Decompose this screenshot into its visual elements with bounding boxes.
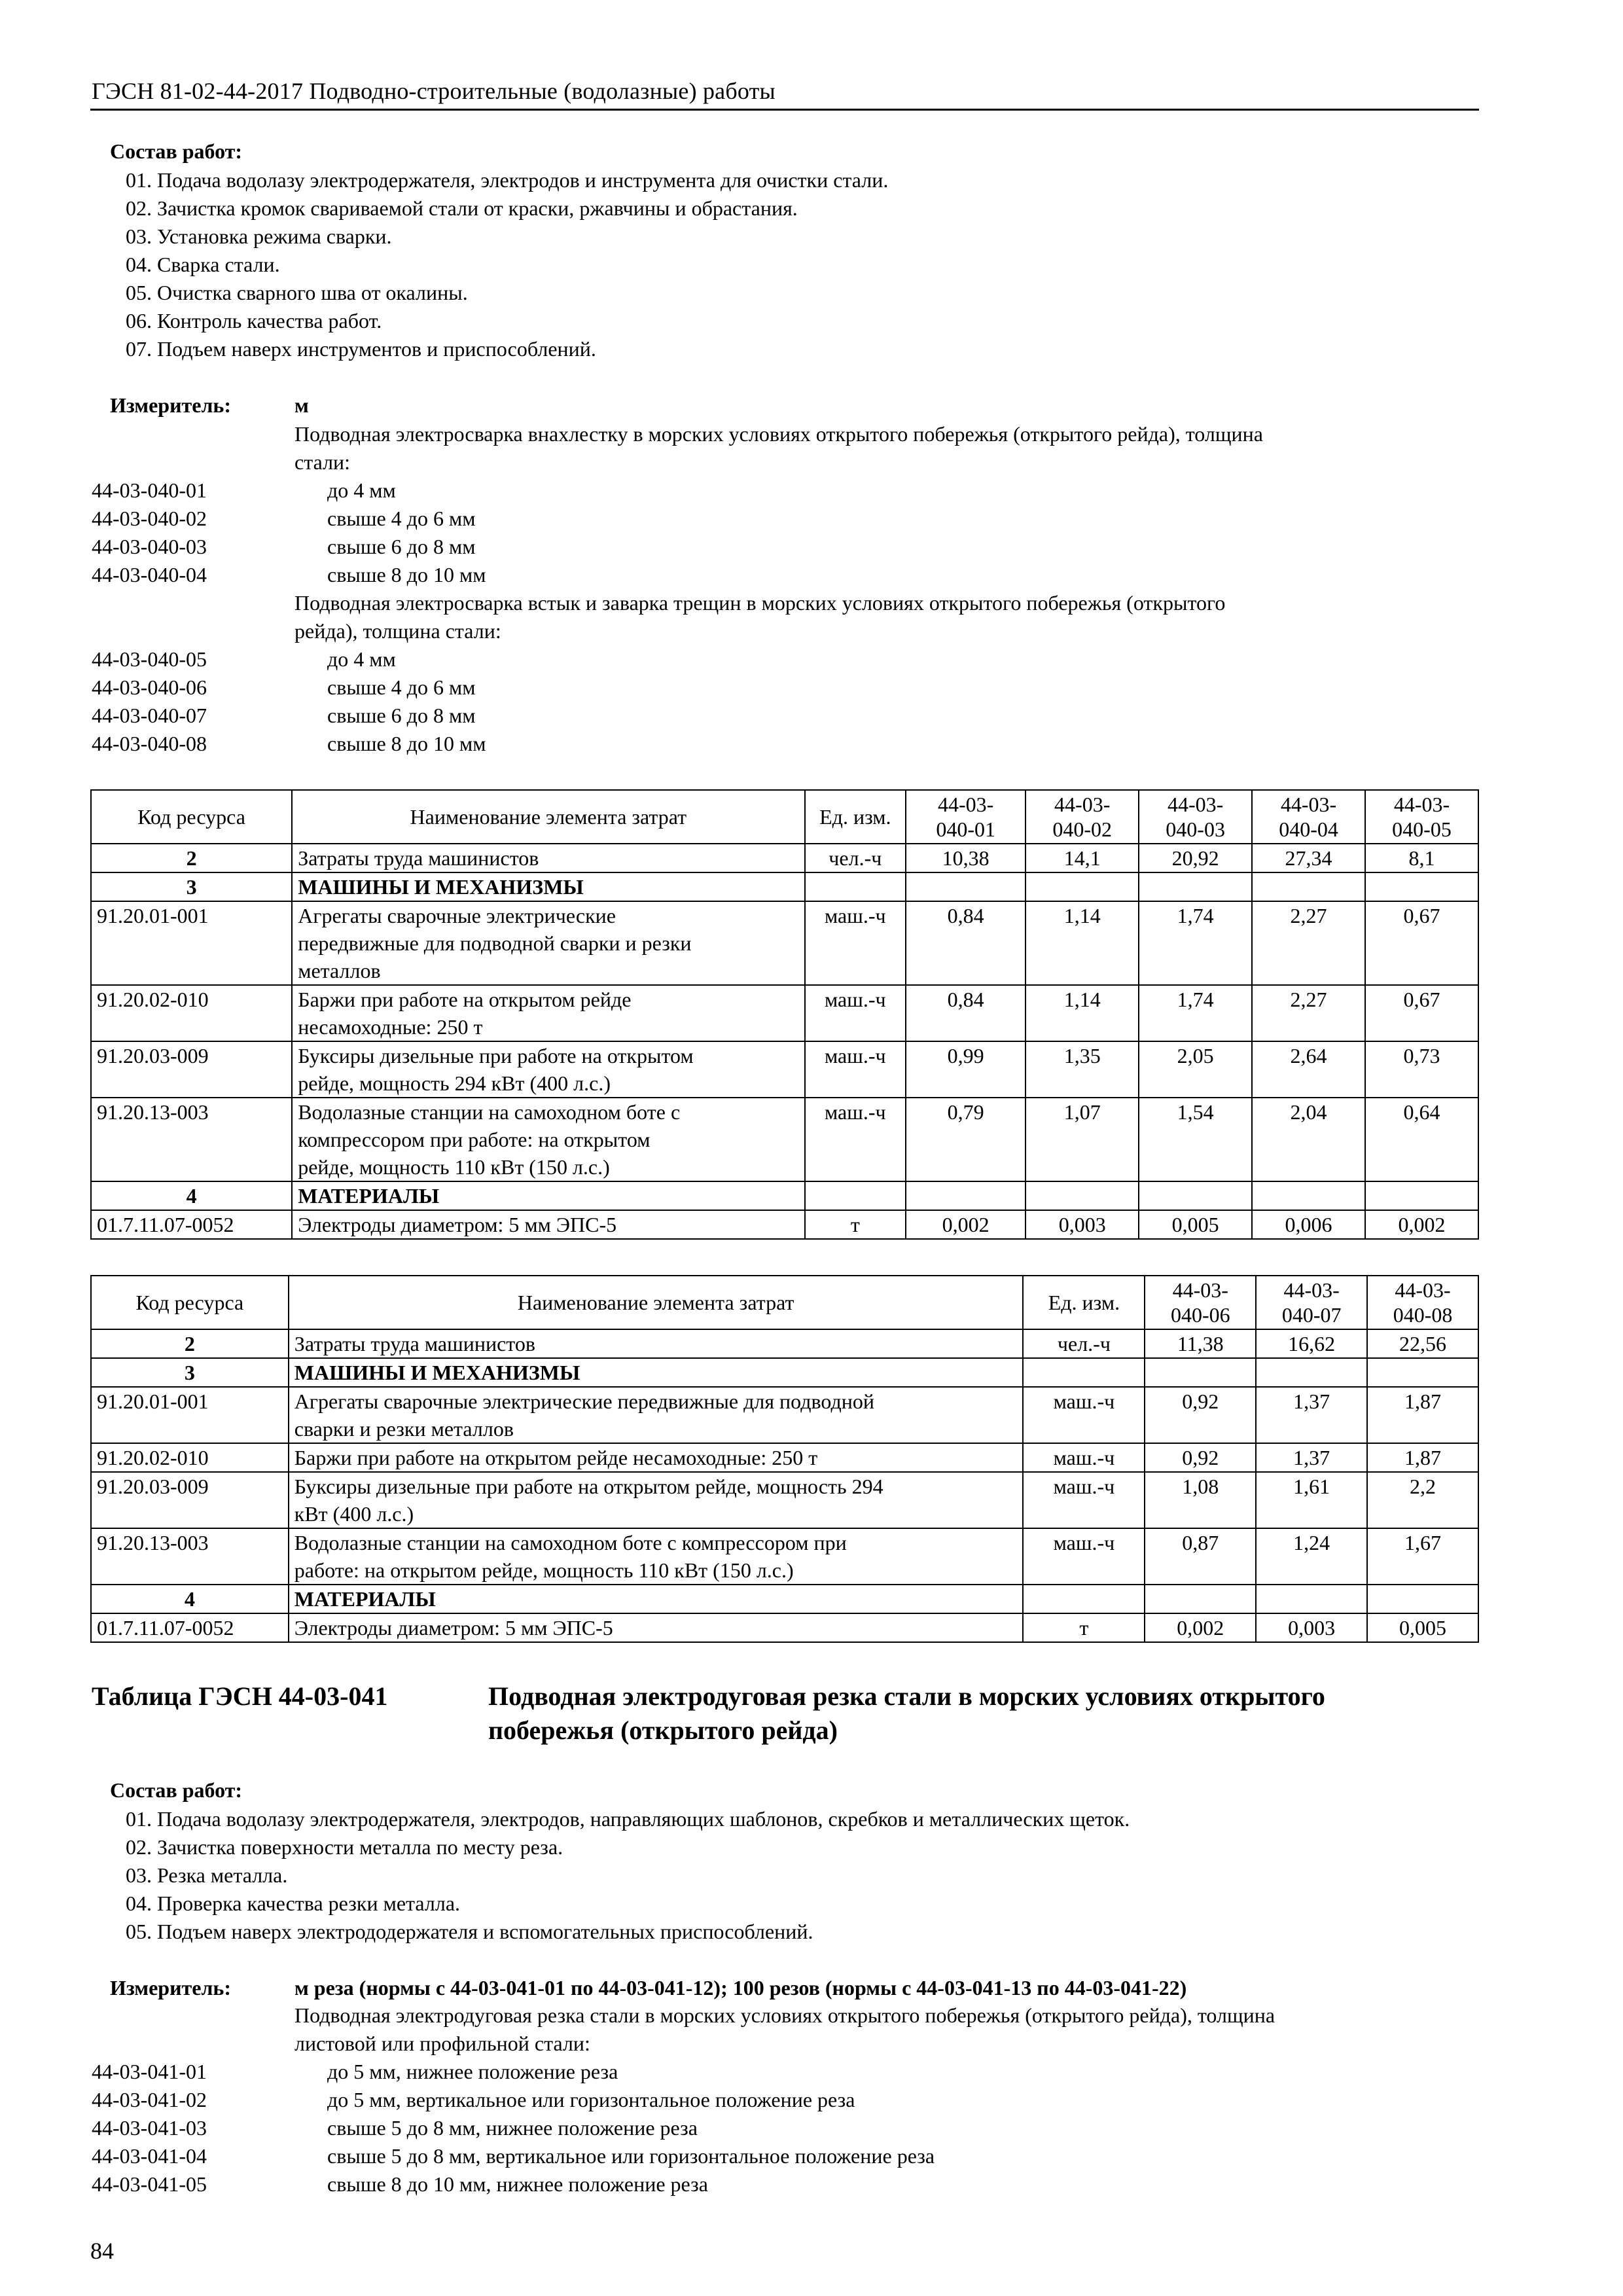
norm-code: 44-03-040-01: [92, 478, 207, 502]
resource-value: 0,73: [1365, 1041, 1478, 1098]
resource-name: Баржи при работе на открытом рейде несамоходные: 250 т: [289, 1443, 1024, 1472]
resource-value: 0,002: [906, 1210, 1026, 1239]
norm-description: свыше 8 до 10 мм, нижнее положение реза: [327, 2172, 708, 2196]
resource-value: 0,92: [1145, 1387, 1256, 1443]
resource-unit: маш.-ч: [805, 1098, 906, 1181]
composition-item: 04. Проверка качества резки металла.: [126, 1892, 461, 1915]
resource-value: 0,84: [906, 901, 1026, 985]
resource-code: 91.20.03-009: [91, 1472, 289, 1528]
table-label-041: Таблица ГЭСН 44-03-041: [92, 1681, 388, 1711]
resource-value: 0,67: [1365, 985, 1478, 1041]
table-row: [91, 1528, 1478, 1585]
resource-value: [1365, 1181, 1478, 1210]
resource-unit: маш.-ч: [805, 1041, 906, 1098]
resource-unit: маш.-ч: [1023, 1472, 1145, 1528]
resource-value: 1,37: [1256, 1387, 1367, 1443]
composition-item: 01. Подача водолазу электродержателя, электродов, направляющих шаблонов, скребков и металлических щеток.: [126, 1807, 1130, 1831]
resource-value: 2,2: [1367, 1472, 1478, 1528]
norm-code: 44-03-040-03: [92, 535, 207, 558]
table-row: [91, 985, 1478, 1041]
resource-code: 01.7.11.07-0052: [91, 1613, 289, 1642]
resource-value: [1256, 1358, 1367, 1387]
norm-code: 44-03-040-07: [92, 704, 207, 727]
composition-label: Состав работ:: [110, 139, 243, 163]
resource-value: 0,002: [1365, 1210, 1478, 1239]
composition-item: 07. Подъем наверх инструментов и приспособлений.: [126, 337, 596, 361]
resource-name: Водолазные станции на самоходном боте с компрессором при работе: на открытом рейде, мощность 110 кВт (150 л.с.): [289, 1528, 1024, 1585]
resource-value: 1,14: [1026, 985, 1139, 1041]
resource-value: 1,35: [1026, 1041, 1139, 1098]
resource-name: Агрегаты сварочные электрические передвижные для подводной сварки и резки металлов: [289, 1387, 1024, 1443]
norm-description: свыше 8 до 10 мм: [327, 563, 486, 586]
resource-value: 2,64: [1252, 1041, 1365, 1098]
resource-value: 1,74: [1139, 985, 1252, 1041]
resource-value: [1139, 1181, 1252, 1210]
composition-item: 02. Зачистка кромок свариваемой стали от краски, ржавчины и обрастания.: [126, 196, 798, 220]
resource-value: 0,84: [906, 985, 1026, 1041]
group-description: Подводная электросварка встык и заварка трещин в морских условиях открытого побережья (открытого: [294, 591, 1226, 615]
table-row: [91, 1098, 1478, 1181]
table-row: [91, 872, 1478, 901]
table-row: [91, 1329, 1478, 1358]
resource-value: 1,24: [1256, 1528, 1367, 1585]
resource-value: 1,74: [1139, 901, 1252, 985]
table-row: [91, 901, 1478, 985]
resource-value: [1256, 1585, 1367, 1613]
composition-item: 05. Очистка сварного шва от окалины.: [126, 281, 468, 304]
norm-description: свыше 6 до 8 мм: [327, 704, 476, 727]
resource-unit: т: [1023, 1613, 1145, 1642]
resource-value: [1139, 872, 1252, 901]
resource-name: МАТЕРИАЛЫ: [292, 1181, 804, 1210]
resource-name: Электроды диаметром: 5 мм ЭПС-5: [292, 1210, 804, 1239]
norm-description: свыше 5 до 8 мм, вертикальное или горизонтальное положение реза: [327, 2144, 935, 2168]
resource-code: 3: [91, 1358, 289, 1387]
resource-unit: [1023, 1585, 1145, 1613]
norm-description: до 5 мм, нижнее положение реза: [327, 2060, 618, 2083]
norm-description: до 5 мм, вертикальное или горизонтальное положение реза: [327, 2088, 855, 2111]
resource-table-1: [90, 789, 1479, 1240]
composition-item: 03. Резка металла.: [126, 1863, 288, 1887]
column-header: Ед. изм.: [805, 790, 906, 844]
column-header: 44-03- 040-08: [1367, 1276, 1478, 1329]
resource-value: [1026, 1181, 1139, 1210]
resource-code: 2: [91, 844, 292, 872]
resource-name: Затраты труда машинистов: [289, 1329, 1024, 1358]
resource-unit: маш.-ч: [1023, 1387, 1145, 1443]
resource-value: [906, 872, 1026, 901]
resource-value: 14,1: [1026, 844, 1139, 872]
resource-name: МАТЕРИАЛЫ: [289, 1585, 1024, 1613]
resource-value: 1,07: [1026, 1098, 1139, 1181]
resource-value: 8,1: [1365, 844, 1478, 872]
resource-unit: маш.-ч: [1023, 1528, 1145, 1585]
resource-value: [906, 1181, 1026, 1210]
norm-description: свыше 6 до 8 мм: [327, 535, 476, 558]
table-row: [91, 1210, 1478, 1239]
resource-code: 91.20.01-001: [91, 901, 292, 985]
resource-value: 2,27: [1252, 985, 1365, 1041]
resource-value: 2,27: [1252, 901, 1365, 985]
column-header: Наименование элемента затрат: [289, 1276, 1024, 1329]
meter-value-041: м реза (нормы с 44-03-041-01 по 44-03-041-12); 100 резов (нормы с 44-03-041-13 по 44-03-041-22): [294, 1976, 1187, 2000]
resource-value: 1,14: [1026, 901, 1139, 985]
resource-value: 1,37: [1256, 1443, 1367, 1472]
resource-value: 0,92: [1145, 1443, 1256, 1472]
resource-value: [1367, 1585, 1478, 1613]
resource-value: 1,87: [1367, 1443, 1478, 1472]
table-header-row: [91, 1276, 1478, 1329]
resource-code: 91.20.01-001: [91, 1387, 289, 1443]
composition-label-041: Состав работ:: [110, 1778, 243, 1802]
norm-code: 44-03-041-05: [92, 2172, 207, 2196]
section-title-line-1: Подводная электродуговая резка стали в морских условиях открытого: [488, 1681, 1325, 1711]
resource-code: 4: [91, 1181, 292, 1210]
resource-name: МАШИНЫ И МЕХАНИЗМЫ: [292, 872, 804, 901]
resource-value: 1,61: [1256, 1472, 1367, 1528]
norm-code: 44-03-040-06: [92, 675, 207, 699]
resource-value: 20,92: [1139, 844, 1252, 872]
resource-value: 16,62: [1256, 1329, 1367, 1358]
resource-unit: чел.-ч: [805, 844, 906, 872]
resource-value: 1,08: [1145, 1472, 1256, 1528]
norm-description: до 4 мм: [327, 478, 396, 502]
group-description: Подводная электродуговая резка стали в морских условиях открытого побережья (открытого рейда), толщина: [294, 2003, 1275, 2027]
resource-value: 1,67: [1367, 1528, 1478, 1585]
resource-value: 1,87: [1367, 1387, 1478, 1443]
resource-value: [1252, 1181, 1365, 1210]
meter-label: Измеритель:: [110, 393, 231, 417]
composition-item: 05. Подъем наверх электрододержателя и вспомогательных приспособлений.: [126, 1920, 813, 1943]
norm-description: до 4 мм: [327, 647, 396, 671]
resource-value: 10,38: [906, 844, 1026, 872]
resource-code: 91.20.02-010: [91, 1443, 289, 1472]
norm-description: свыше 5 до 8 мм, нижнее положение реза: [327, 2116, 698, 2140]
resource-name: Баржи при работе на открытом рейде несамоходные: 250 т: [292, 985, 804, 1041]
column-header: Ед. изм.: [1023, 1276, 1145, 1329]
resource-code: 01.7.11.07-0052: [91, 1210, 292, 1239]
resource-value: 0,87: [1145, 1528, 1256, 1585]
norm-code: 44-03-041-02: [92, 2088, 207, 2111]
column-header: 44-03- 040-04: [1252, 790, 1365, 844]
table-row: [91, 1041, 1478, 1098]
resource-unit: [805, 1181, 906, 1210]
resource-value: 0,005: [1367, 1613, 1478, 1642]
resource-value: 22,56: [1367, 1329, 1478, 1358]
table-row: [91, 844, 1478, 872]
resource-value: 0,79: [906, 1098, 1026, 1181]
column-header: 44-03- 040-01: [906, 790, 1026, 844]
resource-value: [1252, 872, 1365, 901]
resource-value: 11,38: [1145, 1329, 1256, 1358]
resource-value: [1145, 1585, 1256, 1613]
resource-value: 1,54: [1139, 1098, 1252, 1181]
resource-code: 91.20.02-010: [91, 985, 292, 1041]
resource-value: 0,64: [1365, 1098, 1478, 1181]
resource-value: 2,04: [1252, 1098, 1365, 1181]
table-row: [91, 1613, 1478, 1642]
resource-value: 27,34: [1252, 844, 1365, 872]
table-header-row: [91, 790, 1478, 844]
norm-description: свыше 8 до 10 мм: [327, 732, 486, 755]
resource-code: 4: [91, 1585, 289, 1613]
resource-unit: [1023, 1358, 1145, 1387]
norm-code: 44-03-041-01: [92, 2060, 207, 2083]
resource-code: 91.20.13-003: [91, 1098, 292, 1181]
resource-value: 2,05: [1139, 1041, 1252, 1098]
section-title-line-2: побережья (открытого рейда): [488, 1715, 838, 1745]
norm-code: 44-03-040-05: [92, 647, 207, 671]
group-description: листовой или профильной стали:: [294, 2032, 590, 2055]
group-description: стали:: [294, 450, 351, 474]
resource-value: [1026, 872, 1139, 901]
composition-item: 03. Установка режима сварки.: [126, 224, 392, 248]
resource-name: Электроды диаметром: 5 мм ЭПС-5: [289, 1613, 1024, 1642]
resource-value: 0,005: [1139, 1210, 1252, 1239]
resource-table-2: [90, 1275, 1479, 1643]
resource-name: Водолазные станции на самоходном боте с компрессором при работе: на открытом рейде, мощность 110 кВт (150 л.с.): [292, 1098, 804, 1181]
resource-name: Буксиры дизельные при работе на открытом рейде, мощность 294 кВт (400 л.с.): [292, 1041, 804, 1098]
resource-unit: маш.-ч: [805, 985, 906, 1041]
column-header: 44-03- 040-02: [1026, 790, 1139, 844]
resource-unit: маш.-ч: [805, 901, 906, 985]
norm-description: свыше 4 до 6 мм: [327, 675, 476, 699]
meter-label-041: Измеритель:: [110, 1976, 231, 2000]
norm-code: 44-03-040-08: [92, 732, 207, 755]
resource-unit: [805, 872, 906, 901]
composition-item: 02. Зачистка поверхности металла по месту реза.: [126, 1835, 563, 1859]
column-header: Код ресурса: [91, 1276, 289, 1329]
resource-value: [1365, 872, 1478, 901]
resource-unit: маш.-ч: [1023, 1443, 1145, 1472]
column-header: 44-03- 040-07: [1256, 1276, 1367, 1329]
composition-item: 04. Сварка стали.: [126, 253, 280, 276]
table-row: [91, 1585, 1478, 1613]
resource-name: МАШИНЫ И МЕХАНИЗМЫ: [289, 1358, 1024, 1387]
table-row: [91, 1181, 1478, 1210]
resource-name: Затраты труда машинистов: [292, 844, 804, 872]
page-header-title: ГЭСН 81-02-44-2017 Подводно-строительные (водолазные) работы: [92, 78, 776, 104]
composition-item: 01. Подача водолазу электродержателя, электродов и инструмента для очистки стали.: [126, 168, 889, 192]
resource-value: [1367, 1358, 1478, 1387]
resource-unit: чел.-ч: [1023, 1329, 1145, 1358]
resource-name: Буксиры дизельные при работе на открытом рейде, мощность 294 кВт (400 л.с.): [289, 1472, 1024, 1528]
table-row: [91, 1358, 1478, 1387]
header-rule: [90, 109, 1479, 111]
resource-name: Агрегаты сварочные электрические передвижные для подводной сварки и резки металлов: [292, 901, 804, 985]
norm-code: 44-03-041-03: [92, 2116, 207, 2140]
meter-value: м: [294, 393, 309, 417]
column-header: 44-03- 040-03: [1139, 790, 1252, 844]
table-row: [91, 1387, 1478, 1443]
resource-code: 91.20.03-009: [91, 1041, 292, 1098]
column-header: 44-03- 040-05: [1365, 790, 1478, 844]
page-number: 84: [90, 2238, 114, 2264]
resource-value: 0,99: [906, 1041, 1026, 1098]
group-description: Подводная электросварка внахлестку в морских условиях открытого побережья (открытого рейда), толщина: [294, 422, 1263, 446]
resource-unit: т: [805, 1210, 906, 1239]
column-header: 44-03- 040-06: [1145, 1276, 1256, 1329]
norm-description: свыше 4 до 6 мм: [327, 507, 476, 530]
resource-code: 91.20.13-003: [91, 1528, 289, 1585]
norm-code: 44-03-040-04: [92, 563, 207, 586]
norm-code: 44-03-040-02: [92, 507, 207, 530]
resource-value: [1145, 1358, 1256, 1387]
resource-value: 0,67: [1365, 901, 1478, 985]
column-header: Код ресурса: [91, 790, 292, 844]
column-header: Наименование элемента затрат: [292, 790, 804, 844]
resource-value: 0,003: [1026, 1210, 1139, 1239]
table-row: [91, 1472, 1478, 1528]
table-row: [91, 1443, 1478, 1472]
resource-code: 2: [91, 1329, 289, 1358]
norm-code: 44-03-041-04: [92, 2144, 207, 2168]
resource-value: 0,002: [1145, 1613, 1256, 1642]
resource-value: 0,006: [1252, 1210, 1365, 1239]
resource-code: 3: [91, 872, 292, 901]
resource-value: 0,003: [1256, 1613, 1367, 1642]
group-description: рейда), толщина стали:: [294, 619, 501, 643]
composition-item: 06. Контроль качества работ.: [126, 309, 382, 332]
